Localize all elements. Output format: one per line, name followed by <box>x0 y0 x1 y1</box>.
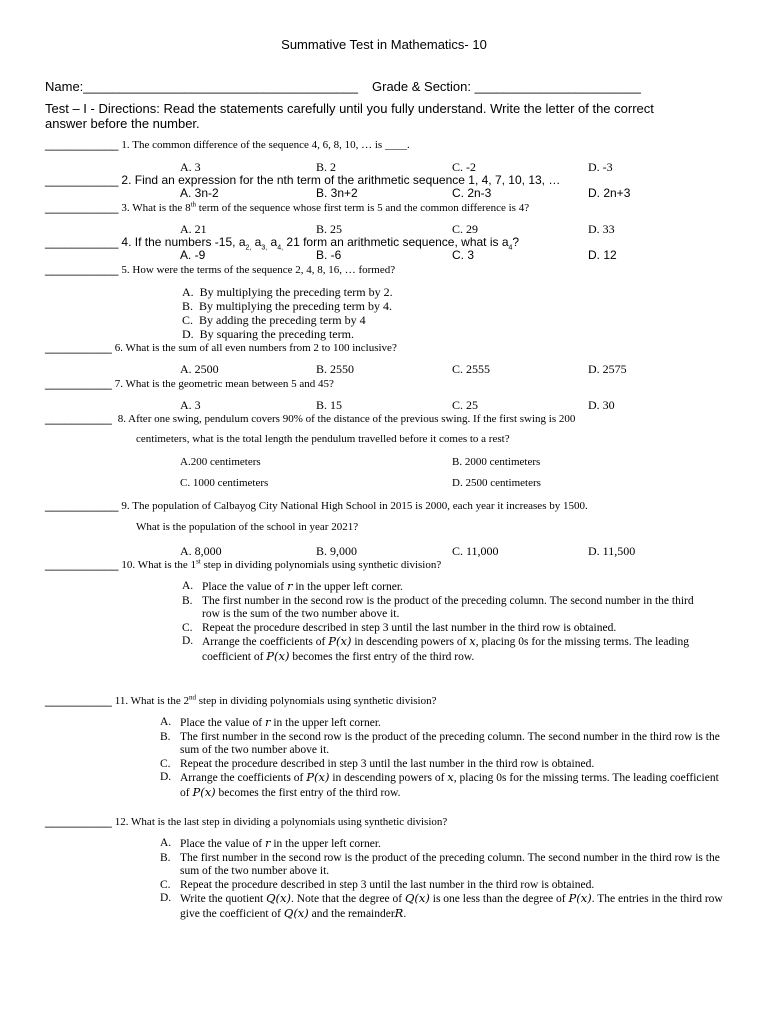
q9-option-a: A. 8,000 <box>180 544 222 558</box>
question-8 <box>45 411 575 426</box>
answer-blank: ___________ <box>45 173 119 187</box>
page-title: Summative Test in Mathematics- 10 <box>281 37 487 52</box>
question-3 <box>45 200 529 215</box>
q7-option-c: C. 25 <box>452 398 479 412</box>
name-field-label: Name:______________________________________ <box>45 79 359 94</box>
question-text: 5. How were the terms of the sequence 2, 4, 8, 16, … formed? <box>121 264 396 276</box>
question-text: 8. After one swing, pendulum covers 90% of the distance of the previous swing. If the first swing is 200 <box>117 413 576 425</box>
answer-blank: ___________ <box>45 200 119 214</box>
question-text: 10. What is the 1st step in dividing polynomials using synthetic division? <box>121 557 442 571</box>
answer-blank: __________ <box>45 814 112 828</box>
answer-blank: ___________ <box>45 557 119 571</box>
q4-option-c: C. 3 <box>452 248 475 262</box>
directions-line-2: answer before the number. <box>45 116 200 131</box>
directions-line-1: Test – I - Directions: Read the statements carefully until you fully understand. Write the letter of the correct <box>45 101 654 116</box>
q12-option-d: D. Write the quotient Q(x). Note that the degree of Q(x) is one less than the degree of P(x). The entries in the third row give the coefficient of Q(x) and the remainderR. <box>160 891 723 920</box>
q4-option-d: D. 12 <box>588 248 617 262</box>
q11-option-d: D. Arrange the coefficients of P(x) in descending powers of x, placing 0s for the missing terms. The leading coefficient of P(x) becomes the first entry of the third row. <box>160 770 719 799</box>
question-12 <box>45 814 447 829</box>
q10-option-d: D. Arrange the coefficients of P(x) in descending powers of x, placing 0s for the missing terms. The leading coefficient of P(x) becomes the first entry of the third row. <box>182 634 689 663</box>
q10-options-list <box>182 580 712 665</box>
q3-option-b: B. 25 <box>316 222 343 236</box>
q1-option-c: C. -2 <box>452 160 476 174</box>
q12-option-a: A. Place the value of r in the upper left corner. <box>160 836 381 850</box>
q12-options-list <box>160 837 730 922</box>
question-4 <box>45 235 519 250</box>
question-text: 9. The population of Calbayog City National High School in 2015 is 2000, each year it increases by 1500. <box>121 500 588 512</box>
question-text: 7. What is the geometric mean between 5 and 45? <box>114 378 334 390</box>
q5-option-d: D. By squaring the preceding term. <box>182 327 354 341</box>
q6-option-c: C. 2555 <box>452 362 491 376</box>
q2-option-c: C. 2n-3 <box>452 186 492 200</box>
q11-option-a: A. Place the value of r in the upper left corner. <box>160 715 381 729</box>
answer-blank: ___________ <box>45 235 119 249</box>
q6-option-b: B. 2550 <box>316 362 355 376</box>
question-10 <box>45 557 441 572</box>
q12-option-b: B. The first number in the second row is the product of the preceding column. The second number in the third row is the sum of the two number above it. <box>160 851 720 878</box>
answer-blank: __________ <box>45 693 112 707</box>
answer-blank: __________ <box>45 411 112 425</box>
question-text: 12. What is the last step in dividing a polynomials using synthetic division? <box>114 816 448 828</box>
q11-option-b: B. The first number in the second row is the product of the preceding column. The second number in the third row is the sum of the two number above it. <box>160 730 720 757</box>
q3-option-a: A. 21 <box>180 222 207 236</box>
question-9-continued: What is the population of the school in year 2021? <box>136 521 359 533</box>
q2-option-b: B. 3n+2 <box>316 186 358 200</box>
q8-option-d: D. 2500 centimeters <box>452 477 541 489</box>
q5-option-c: C. By adding the preceding term by 4 <box>182 313 366 327</box>
q4-option-a: A. -9 <box>180 248 206 262</box>
question-5 <box>45 262 395 277</box>
q10-option-b: B. The first number in the second row is the product of the preceding column. The second number in the third row is the sum of the two number above it. <box>182 594 694 621</box>
question-text: 11. What is the 2nd step in dividing polynomials using synthetic division? <box>114 693 437 707</box>
q2-option-d: D. 2n+3 <box>588 186 631 200</box>
q10-option-c: C. Repeat the procedure described in step 3 until the last number in the third row is obtained. <box>182 621 617 634</box>
question-text: 2. Find an expression for the nth term of the arithmetic sequence 1, 4, 7, 10, 13, … <box>121 173 561 187</box>
grade-section-field-label: Grade & Section: _______________________ <box>372 79 641 94</box>
question-text: 3. What is the 8th term of the sequence whose first term is 5 and the common difference is 4? <box>121 200 530 214</box>
question-text: 4. If the numbers -15, $a_{2,}$ $a_{3,}$ $a_{4,}$ 21 form an arithmetic sequence, what is $a_4$? <box>121 235 520 252</box>
question-6 <box>45 340 397 355</box>
q7-option-b: B. 15 <box>316 398 343 412</box>
q8-option-c: C. 1000 centimeters <box>180 477 269 489</box>
q10-option-a: A. Place the value of r in the upper left corner. <box>182 579 403 593</box>
q9-option-c: C. 11,000 <box>452 544 499 558</box>
q9-option-b: B. 9,000 <box>316 544 358 558</box>
q5-option-a: A. By multiplying the preceding term by 2. <box>182 285 393 299</box>
question-text: 6. What is the sum of all even numbers from 2 to 100 inclusive? <box>114 342 397 354</box>
answer-blank: __________ <box>45 340 112 354</box>
q4-option-b: B. -6 <box>316 248 342 262</box>
q6-option-d: D. 2575 <box>588 362 627 376</box>
q1-option-a: A. 3 <box>180 160 201 174</box>
answer-blank: ___________ <box>45 498 119 512</box>
q8-option-b: B. 2000 centimeters <box>452 456 541 468</box>
answer-blank: ___________ <box>45 137 119 151</box>
q1-option-d: D. -3 <box>588 160 613 174</box>
q6-option-a: A. 2500 <box>180 362 219 376</box>
answer-blank: __________ <box>45 376 112 390</box>
q3-option-c: C. 29 <box>452 222 479 236</box>
question-9 <box>45 498 588 513</box>
answer-blank: ___________ <box>45 262 119 276</box>
q2-option-a: A. 3n-2 <box>180 186 219 200</box>
q1-option-b: B. 2 <box>316 160 337 174</box>
question-8-continued: centimeters, what is the total length the pendulum travelled before it comes to a rest? <box>136 433 510 445</box>
q11-option-c: C. Repeat the procedure described in step 3 until the last number in the third row is obtained. <box>160 757 595 770</box>
q7-option-a: A. 3 <box>180 398 201 412</box>
q9-option-d: D. 11,500 <box>588 544 636 558</box>
question-1 <box>45 137 410 152</box>
q8-option-a: A.200 centimeters <box>180 456 261 468</box>
q5-option-b: B. By multiplying the preceding term by 4. <box>182 299 392 313</box>
q12-option-c: C. Repeat the procedure described in step 3 until the last number in the third row is obtained. <box>160 878 595 891</box>
question-text: 1. The common difference of the sequence 4, 6, 8, 10, … is ____. <box>121 139 410 151</box>
q7-option-d: D. 30 <box>588 398 615 412</box>
q11-options-list <box>160 716 720 801</box>
question-7 <box>45 376 334 391</box>
question-11 <box>45 693 436 708</box>
q3-option-d: D. 33 <box>588 222 615 236</box>
